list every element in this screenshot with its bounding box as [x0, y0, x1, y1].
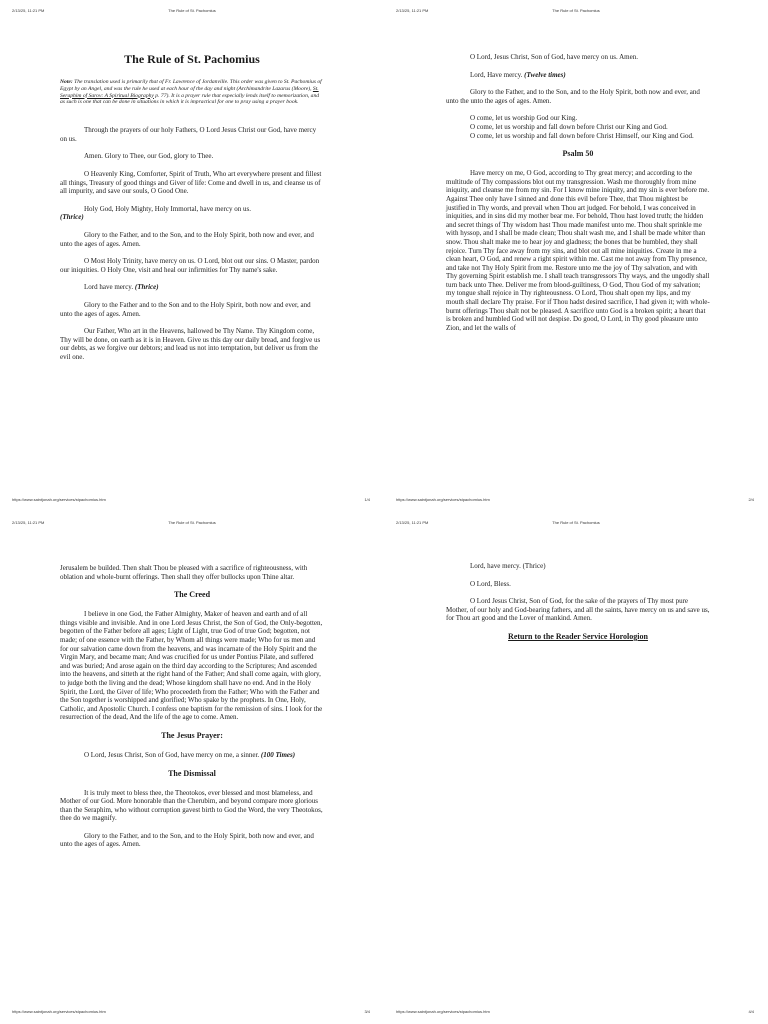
- print-header-title: The Rule of St. Pachomius: [168, 8, 216, 13]
- print-footer-url: https://www.saintjonah.org/services/stpachomius.htm: [12, 497, 106, 502]
- o-lord-bless: O Lord, Bless.: [470, 579, 511, 588]
- glory-doxology-2: Glory to the Father and to the Son and to the Holy Spirit, both now and ever, and unto the ages of ages. Amen.: [60, 300, 311, 318]
- creed-text: I believe in one God, the Father Almighty, Maker of heaven and earth and of all things visible and invisible. And in one Lord Jesus Christ, the Son of God, the Only-begotten, begotten of the Father before all ages; Light of Light, true God of true God; begotten, not made; of one essence with the Father, by Whom all things were made; Who for us men and for our salvation came down from the heavens, and was incarnate of the Holy Spirit and the Virgin Mary, and became man; And was crucified for us under Pontius Pilate, and suffered and was buried; And arose again on the third day according to the Scriptures; And ascended into the heavens, and sitteth at the right hand of the Father; And shall come again, with glory, to judge both the living and the dead; Whose kingdom shall have no end. And in the Holy Spirit, the Lord, the Giver of life; Who proceedeth from the Father; Who with the Father and the Son together is worshipped and glorified; Who spake by the prophets. In One, Holy, Catholic, and Apostolic Church. I confess one baptism for the remission of sins. I look for the resurrection of the dead, And the life of the age to come. Amen.: [60, 610, 323, 722]
- note-text-1: The translation used is primarily that of Fr. Lawrence of Jordanville. This order was given to St. Pachomius of Egypt by an Angel, and was the rule he used at each hour of the day and night (Archimandrite Lazarus (Moore),: [60, 79, 322, 92]
- print-header-datetime: 2/13/25, 11:21 PM: [12, 520, 45, 525]
- note-label: Note:: [60, 79, 73, 85]
- print-footer-url: https://www.saintjonah.org/services/stpachomius.htm: [396, 497, 490, 502]
- print-header-title: The Rule of St. Pachomius: [168, 520, 216, 525]
- final-prayer: O Lord Jesus Christ, Son of God, for the sake of the prayers of Thy most pure Mother, of our holy and God-bearing fathers, and all the saints, have mercy on us and save us, for Thou art good and the Lover of mankind. Amen.: [446, 597, 710, 623]
- print-header-title: The Rule of St. Pachomius: [552, 520, 600, 525]
- lord-have-mercy-final: Lord, have mercy. (Thrice): [470, 562, 546, 570]
- psalm-50-continued: Jerusalem be builded. Then shalt Thou be pleased with a sacrifice of righteousness, with oblation and whole-burnt offerings. Then shall they offer bullocks upon Thine altar.: [60, 564, 308, 581]
- most-holy-trinity: O Most Holy Trinity, have mercy on us. O Lord, blot out our sins. O Master, pardon our iniquities. O Holy One, visit and heal our infirmities for Thy name's sake.: [60, 257, 320, 274]
- o-come-1: O come, let us worship God our King.: [470, 114, 578, 123]
- jesus-prayer-amen: O Lord, Jesus Christ, Son of God, have mercy on us. Amen.: [470, 53, 638, 61]
- thrice-rubric: (Thrice): [134, 283, 159, 292]
- trisagion-rubric: (Thrice): [60, 213, 84, 222]
- print-page-2: [384, 0, 768, 512]
- print-page-1: [0, 0, 384, 512]
- note-text-2: p. 77). It is a prayer rule that especially lends itself to memorization, and as such is one that can be done in situations in which it is impractical for one to pray using a prayer book.: [60, 92, 320, 106]
- jesus-prayer-heading: The Jesus Prayer:: [161, 730, 223, 740]
- dismissal-text: It is truly meet to bless thee, the Theotokos, ever blessed and most blameless, and Mother of our God. More honorable than the Cherubim, and beyond compare more glorious than the Seraphim, who without corruption gavest birth to God the Word, the very Theotokos, thee do we magnify.: [60, 788, 323, 823]
- opening-prayer: Through the prayers of our holy Fathers, O Lord Jesus Christ our God, have mercy on us.: [60, 126, 317, 143]
- o-come-3: O come, let us worship and fall down before Christ Himself, our King and God.: [470, 131, 694, 140]
- twelve-times-rubric: (Twelve times): [524, 70, 566, 79]
- creed-heading: The Creed: [173, 590, 211, 600]
- dismissal-heading: The Dismissal: [168, 768, 216, 778]
- print-footer-page-number: 1/4: [364, 497, 370, 502]
- return-horologion-link[interactable]: Return to the Reader Service Horologion: [508, 631, 648, 641]
- print-footer-url: https://www.saintjonah.org/services/stpachomius.htm: [396, 1009, 490, 1014]
- psalm-50-heading: Psalm 50: [562, 149, 594, 159]
- print-header-datetime: 2/13/25, 11:21 PM: [396, 8, 429, 13]
- print-page-4: [384, 512, 768, 1024]
- our-father: Our Father, Who art in the Heavens, hallowed be Thy Name. Thy Kingdom come, Thy will be done, on earth as it is in Heaven. Give us this day our daily bread, and forgive us our debts, as we forgive our debtors; and lead us not into temptation, but deliver us from the evil one.: [60, 327, 321, 361]
- translation-note: [60, 79, 324, 106]
- psalm-50-text: Have mercy on me, O God, according to Thy great mercy; and according to the multitude of Thy compassions blot out my transgression. Wash me thoroughly from mine iniquity, and cleanse me from my sin. For I know mine iniquity, and my sin is ever before me. Against Thee only have I sinned and done this evil before Thee, that Thou mightest be justified in Thy words, and prevail when Thou art judged. For behold, I was conceived in iniquities, and in sins did my mother bear me. For behold, Thou hast loved truth; the hidden and secret things of Thy wisdom hast Thou made manifest unto me. Thou shalt sprinkle me with hyssop, and I shall be made clean; Thou shalt wash me, and I shall be made whiter than snow. Thou shalt make me to hear joy and gladness; the bones that be humbled, they shall rejoice. Turn Thy face away from my sins, and blot out all mine iniquities. Create in me a clean heart, O God, and renew a right spirit within me. Cast me not away from Thy presence, and take not Thy Holy Spirit from me. Restore unto me the joy of Thy salvation, and with Thy governing Spirit establish me. I shall teach transgressors Thy ways, and the ungodly shall turn back unto Thee. Deliver me from blood-guiltiness, O God, Thou God of my salvation; my tongue shall rejoice in Thy righteousness. O Lord, Thou shalt open my lips, and my mouth shall declare Thy praise. For if Thou hadst desired sacrifice, I had given it; with whole-burnt offerings Thou shalt not be pleased. A sacrifice unto God is a broken spirit; a heart that is broken and humbled God will not despise. Do good, O Lord, in Thy good pleasure unto Zion, and let the walls of: [446, 169, 710, 332]
- page-title: The Rule of St. Pachomius: [124, 52, 260, 66]
- heavenly-king-prayer: O Heavenly King, Comforter, Spirit of Truth, Who art everywhere present and fillest all things, Treasury of good things and Giver of life: Come and dwell in us, and cleanse us of all impurity, and save our souls, O Good One.: [60, 169, 322, 196]
- page-2-content: [446, 53, 710, 341]
- note-book-link[interactable]: St. Seraphim of Sarov: A Spiritual Biography: [60, 85, 319, 99]
- glory-doxology-4: Glory to the Father, and to the Son, and to the Holy Spirit, both now and ever, and unto the ages of ages. Amen.: [60, 831, 314, 849]
- print-footer-page-number: 2/4: [748, 497, 754, 502]
- lord-have-mercy-thrice: Lord have mercy. (Thrice): [84, 283, 159, 292]
- print-header-datetime: 2/13/25, 11:21 PM: [12, 8, 45, 13]
- o-come-2: O come, let us worship and fall down before Christ our King and God.: [470, 122, 668, 131]
- glory-to-thee: Amen. Glory to Thee, our God, glory to Thee.: [84, 152, 214, 161]
- print-page-3: [0, 512, 384, 1024]
- glory-doxology-3: Glory to the Father, and to the Son, and to the Holy Spirit, both now and ever, and unto the unto the ages of ages. Amen.: [446, 88, 700, 105]
- lord-have-mercy-twelve: Lord, Have mercy. (Twelve times): [470, 70, 566, 79]
- hundred-times-rubric: (100 Times): [260, 750, 296, 759]
- jesus-prayer-text: O Lord, Jesus Christ, Son of God, have mercy on me, a sinner. (100 Times): [84, 750, 296, 759]
- print-header-title: The Rule of St. Pachomius: [552, 8, 600, 13]
- print-footer-url: https://www.saintjonah.org/services/stpachomius.htm: [12, 1009, 106, 1014]
- page-4-content: [446, 562, 710, 642]
- print-footer-page-number: 4/4: [748, 1009, 754, 1014]
- print-header-datetime: 2/13/25, 11:21 PM: [396, 520, 429, 525]
- trisagion: Holy God, Holy Mighty, Holy Immortal, have mercy on us.: [84, 204, 251, 213]
- page-1-content: [60, 52, 324, 370]
- print-footer-page-number: 3/4: [364, 1009, 370, 1014]
- glory-doxology-1: Glory to the Father, and to the Son, and to the Holy Spirit, both now and ever, and unto the ages of ages. Amen.: [60, 230, 314, 248]
- page-3-content: [60, 564, 324, 858]
